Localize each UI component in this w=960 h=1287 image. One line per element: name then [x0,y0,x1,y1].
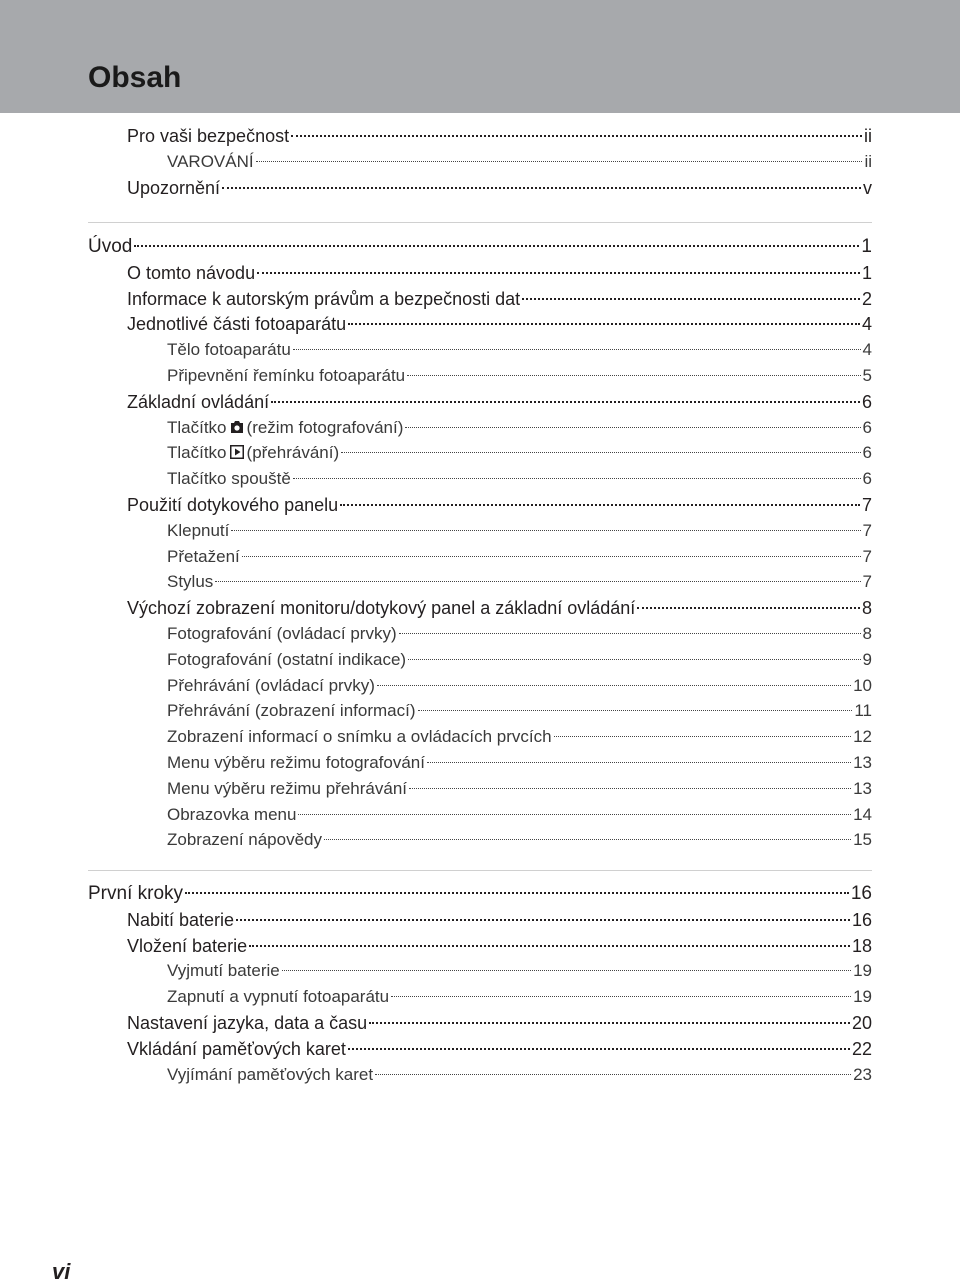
page-title: Obsah [88,61,182,94]
dot-leader [257,272,860,274]
dot-leader [637,607,860,609]
dot-leader [348,323,860,325]
toc-entry-title-part: (režim fotografování) [246,417,404,437]
toc-subsection-entry[interactable] [167,621,872,647]
dot-leader [399,633,861,634]
dot-leader [231,530,860,531]
dot-leader [222,187,861,189]
dot-leader [405,427,860,428]
dot-leader [348,1048,850,1050]
toc-page-number: 22 [851,1038,872,1059]
dot-leader [324,839,851,840]
dot-leader [409,788,851,789]
toc-subsection-entry[interactable] [167,1062,872,1088]
toc-subsection-entry[interactable] [167,569,872,595]
dot-leader [256,161,863,162]
toc-page-number: 10 [853,675,872,695]
toc-entry-title: Menu výběru režimu přehrávání [167,778,408,798]
toc-entry-title: Vkládání paměťových karet [127,1038,346,1059]
toc-section-entry[interactable] [127,1010,872,1036]
toc-entry-title: Nabití baterie [127,909,235,930]
toc-page-number: 12 [853,727,872,747]
toc-entry-title [167,440,339,466]
dot-leader [377,685,851,686]
toc-entry-title [167,415,403,441]
toc-entry-title: Stylus [167,572,214,592]
toc-page-number: 11 [854,701,872,721]
dot-leader [293,349,861,350]
dot-leader [271,401,860,403]
section-divider [88,870,872,871]
dot-leader [418,710,853,711]
toc-entry-title: Menu výběru režimu fotografování [167,753,425,772]
toc-subsection-entry[interactable] [167,466,872,492]
toc-page-number: 2 [861,288,872,309]
toc-page-number: 16 [850,883,872,904]
toc-entry-title: Tlačítko spouště [167,469,291,489]
toc-subsection-entry[interactable] [167,149,872,175]
dot-leader [369,1022,850,1024]
toc-page-number: 14 [853,804,872,824]
toc-entry-title: Fotografování (ovládací prvky) [167,624,397,643]
toc-page-number: 1 [861,236,872,257]
toc-entry-title: Přehrávání (ovládací prvky) [167,675,375,695]
dot-leader [282,970,851,971]
toc-page-number: ii [864,151,872,171]
toc-page-number: 7 [862,520,872,540]
toc-entry-title: Úvod [88,236,133,257]
toc-page-number: 5 [862,366,872,385]
toc-page-number: 9 [862,649,872,669]
toc-subsection-entry[interactable] [167,415,872,441]
dot-leader [408,659,860,660]
playback-mode-icon [230,441,244,455]
toc-section-entry[interactable] [127,311,872,337]
section-divider [88,222,872,223]
toc-page-number: ii [864,126,872,146]
toc-page-number: 4 [862,340,872,360]
toc-subsection-entry[interactable] [167,827,872,853]
toc-section-entry[interactable] [127,389,872,415]
toc-subsection-entry[interactable] [167,337,872,363]
toc-entry-title: Pro vaši bezpečnost [127,126,290,146]
dot-leader [185,892,849,894]
toc-entry-title: Informace k autorským právům a bezpečnosti dat [127,288,521,309]
toc-page-number: 13 [853,778,872,798]
toc-subsection-entry[interactable] [167,958,872,984]
toc-entry-title: O tomto návodu [127,262,256,283]
toc-page-number: 20 [851,1013,872,1033]
toc-entry-title: Výchozí zobrazení monitoru/dotykový panel a základní ovládání [127,598,636,619]
toc-entry-title-part: Tlačítko [167,417,227,437]
toc-page-number: 8 [861,598,872,619]
dot-leader [391,996,851,997]
toc-page-number: 4 [861,314,872,335]
toc-entry-title: První kroky [88,883,184,904]
toc-entry-title: Tělo fotoaparátu [167,340,291,360]
dot-leader [298,814,851,815]
toc-section-entry[interactable] [127,123,872,149]
dot-leader [293,478,861,479]
toc-page-number: 23 [853,1064,872,1084]
toc-section-entry[interactable] [127,933,872,959]
dot-leader [554,736,852,737]
toc-entry-title: Vyjmutí baterie [167,961,280,981]
toc-entry-title: Obrazovka menu [167,804,297,824]
toc-subsection-entry[interactable] [167,776,872,802]
dot-leader [427,762,851,763]
toc-subsection-entry[interactable] [167,724,872,750]
toc-section-entry[interactable] [127,286,872,312]
dot-leader [340,504,860,506]
toc-subsection-entry[interactable] [167,673,872,699]
page-number: vi [52,1259,71,1284]
toc-section-entry[interactable] [127,1036,872,1062]
toc-entry-title: Vyjímání paměťových karet [167,1064,374,1084]
toc-entry-title: Upozornění [127,177,221,198]
toc-page-number: 6 [862,443,872,463]
toc-subsection-entry[interactable] [167,647,872,673]
toc-entry-title: Zobrazení informací o snímku a ovládacích prvcích [167,727,552,747]
toc-page-number: 19 [853,961,872,981]
dot-leader [375,1074,851,1075]
toc-chapter-entry[interactable] [88,234,872,260]
toc-page-number: 18 [851,935,872,956]
dot-leader [341,452,860,453]
toc-entry-title: Klepnutí [167,520,230,540]
toc-page-number: 13 [853,753,872,772]
toc-entry-title: Zobrazení nápovědy [167,830,322,850]
toc-page-number: 1 [861,262,872,283]
toc-subsection-entry[interactable] [167,440,872,466]
toc-section-entry[interactable] [127,595,872,621]
dot-leader [522,298,860,300]
toc-entry-title-part: (přehrávání) [246,443,340,463]
toc-entry-title: Jednotlivé části fotoaparátu [127,314,347,335]
dot-leader [134,245,859,247]
toc-subsection-entry[interactable] [167,518,872,544]
toc-entry-title-part: Tlačítko [167,443,227,463]
toc-entry-title: Přehrávání (zobrazení informací) [167,701,416,721]
toc-page-number: 6 [862,469,872,489]
dot-leader [407,375,860,376]
toc-entry-title: Nastavení jazyka, data a času [127,1013,368,1033]
toc-entry-title: Použití dotykového panelu [127,495,339,515]
toc-entry-title: Fotografování (ostatní indikace) [167,649,407,669]
dot-leader [236,919,850,921]
toc-page-number: 6 [862,417,872,437]
toc-subsection-entry[interactable] [167,802,872,828]
toc-section-entry[interactable] [127,260,872,286]
toc-page-number: 7 [862,546,872,566]
toc-entry-title: Základní ovládání [127,391,270,412]
toc-subsection-entry[interactable] [167,544,872,570]
toc-subsection-entry[interactable] [167,750,872,776]
toc-section-entry[interactable] [127,907,872,933]
toc-page-number: 15 [853,830,872,850]
toc-section-entry[interactable] [127,175,872,201]
toc-page-number: 16 [851,909,872,930]
toc-subsection-entry[interactable] [167,984,872,1010]
dot-leader [215,581,860,582]
toc-entry-title: VAROVÁNÍ [167,151,254,171]
toc-page-number: v [863,177,872,198]
toc-subsection-entry[interactable] [167,363,872,389]
toc-entry-title: Vložení baterie [127,935,248,956]
dot-leader [249,945,850,947]
toc-entry-title: Přetažení [167,546,240,566]
toc-page-number: 7 [861,495,872,515]
toc-subsection-entry[interactable] [167,698,872,724]
toc-entry-title: Připevnění řemínku fotoaparátu [167,366,406,385]
toc-page-number: 19 [853,987,872,1007]
toc-page-number: 6 [861,391,872,412]
camera-shooting-mode-icon [230,416,244,430]
dot-leader [242,556,861,557]
dot-leader [291,135,862,137]
toc-entry-title: Zapnutí a vypnutí fotoaparátu [167,987,390,1007]
toc-section-entry[interactable] [127,492,872,518]
toc-chapter-entry[interactable] [88,881,872,907]
toc-page-number: 8 [862,624,872,643]
toc-page-number: 7 [862,572,872,592]
